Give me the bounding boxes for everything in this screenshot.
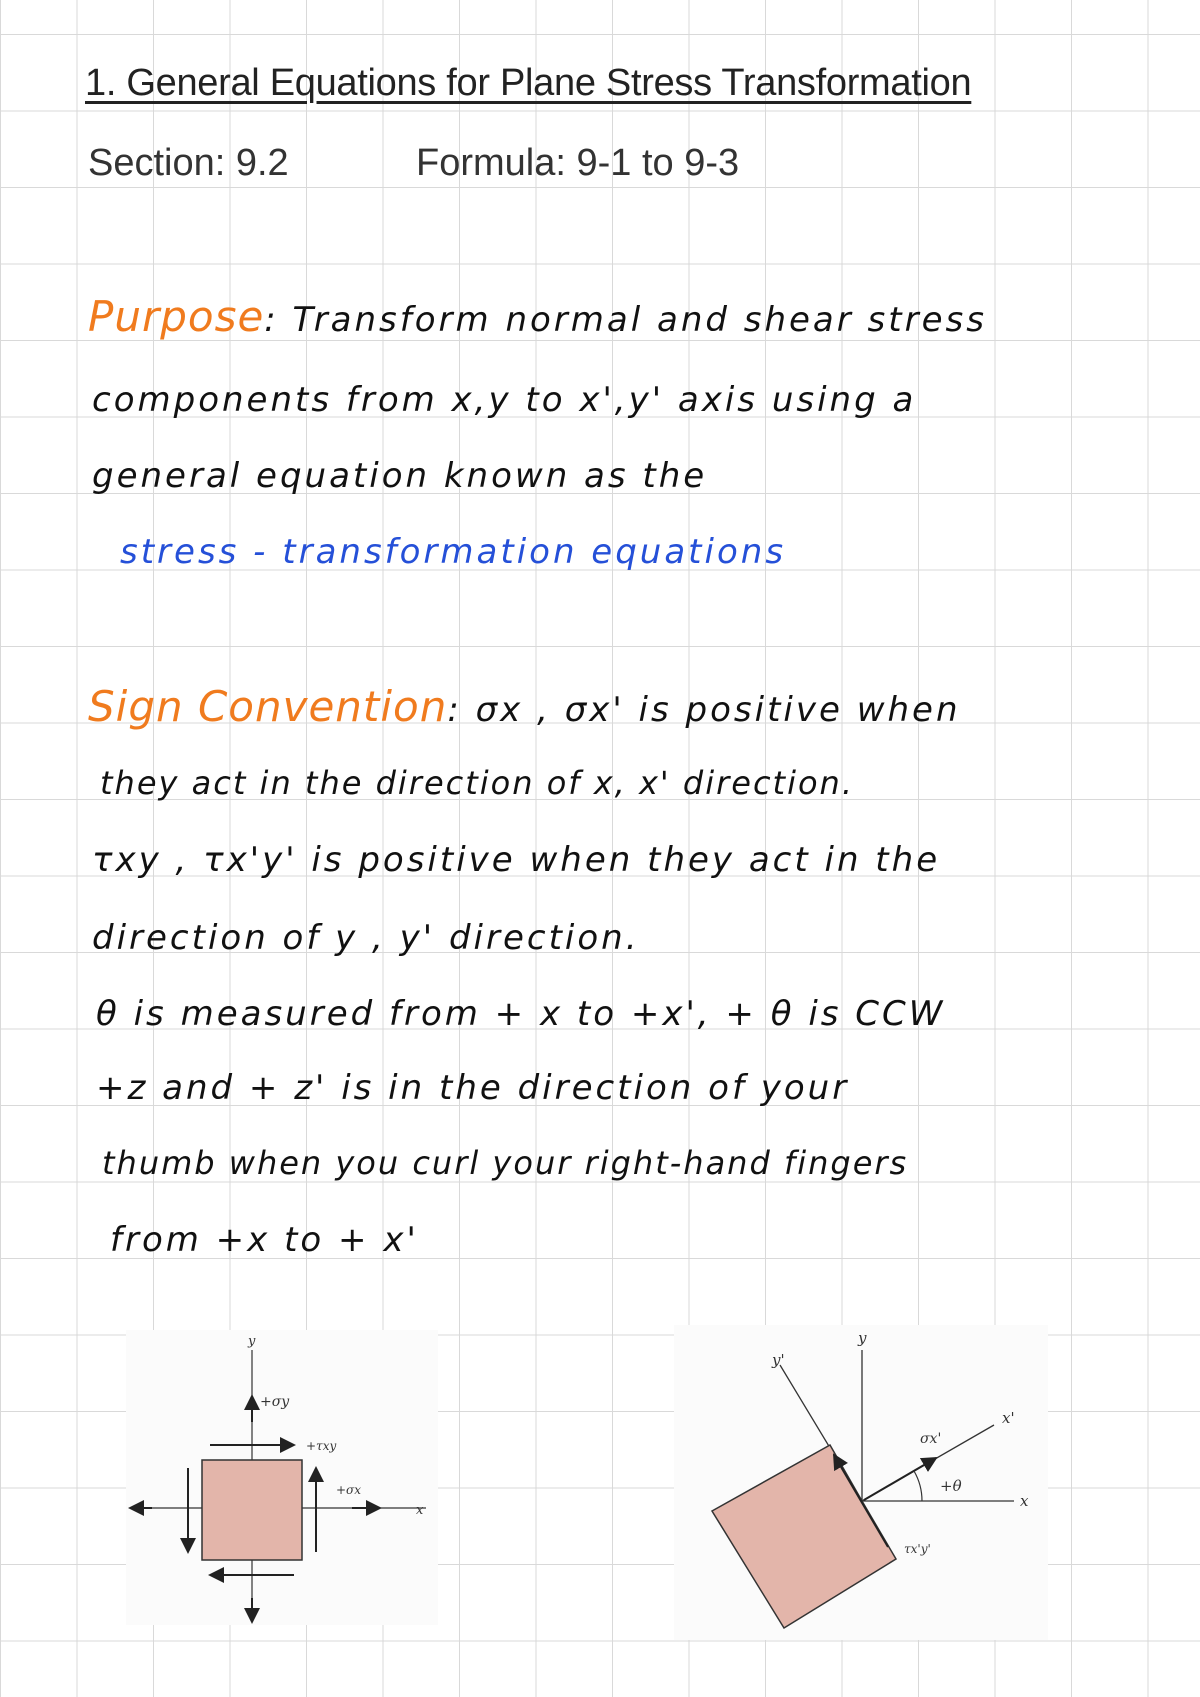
stress-element-square <box>202 1460 302 1560</box>
sign-line-2: they act in the direction of x, x' direction. <box>100 764 854 802</box>
page-title: 1. General Equations for Plane Stress Transformation <box>85 62 972 104</box>
formula-label: Formula: 9-1 to 9-3 <box>416 142 740 184</box>
stress-element-diagram <box>126 1330 438 1625</box>
tau-xy-label: +τxy <box>306 1439 337 1453</box>
purpose-label: Purpose <box>88 292 265 341</box>
axis-y-label: y <box>858 1329 867 1347</box>
rotated-element-figure <box>674 1325 1048 1640</box>
sigma-x-prime-label: σx' <box>920 1431 942 1447</box>
sigma-x-label: +σx <box>336 1483 362 1497</box>
purpose-line-3: general equation known as the <box>92 456 708 496</box>
sign-line-7: thumb when you curl your right-hand fingers <box>102 1144 909 1182</box>
axis-x-prime-label: x' <box>1002 1409 1015 1427</box>
rotated-element-diagram <box>674 1325 1048 1640</box>
sign-line-6: +z and + z' is in the direction of your <box>96 1068 850 1108</box>
purpose-line-2: components from x,y to x',y' axis using a <box>92 380 917 420</box>
sign-line-4: direction of y , y' direction. <box>92 918 640 958</box>
axis-x-label: x <box>1020 1492 1029 1510</box>
purpose-highlight: stress - transformation equations <box>120 532 787 572</box>
theta-label: +θ <box>940 1477 962 1495</box>
sign-line-3: τxy , τx'y' is positive when they act in the <box>92 840 941 880</box>
sigma-x-prime-arrow <box>864 1458 936 1500</box>
axis-x-label: x <box>416 1503 424 1518</box>
sign-line-8: from +x to + x' <box>110 1220 419 1260</box>
stress-element-figure <box>126 1330 438 1625</box>
sigma-y-label: +σy <box>260 1394 290 1410</box>
purpose-line-1 <box>88 292 987 341</box>
axis-y-label: y <box>248 1334 256 1349</box>
axis-y-prime-label: y' <box>772 1351 785 1369</box>
rotated-element-square <box>712 1445 896 1628</box>
theta-arc <box>914 1471 922 1501</box>
purpose-text-1: : Transform normal and shear stress <box>264 300 987 340</box>
sign-line-1 <box>88 682 961 731</box>
section-label: Section: 9.2 <box>88 142 289 184</box>
sign-line-5: θ is measured from + x to +x', + θ is CCW <box>96 994 946 1034</box>
sign-convention-label: Sign Convention <box>88 682 448 731</box>
sign-text-1: : σx , σx' is positive when <box>447 690 961 730</box>
tau-x-prime-y-prime-label: τx'y' <box>904 1542 931 1556</box>
